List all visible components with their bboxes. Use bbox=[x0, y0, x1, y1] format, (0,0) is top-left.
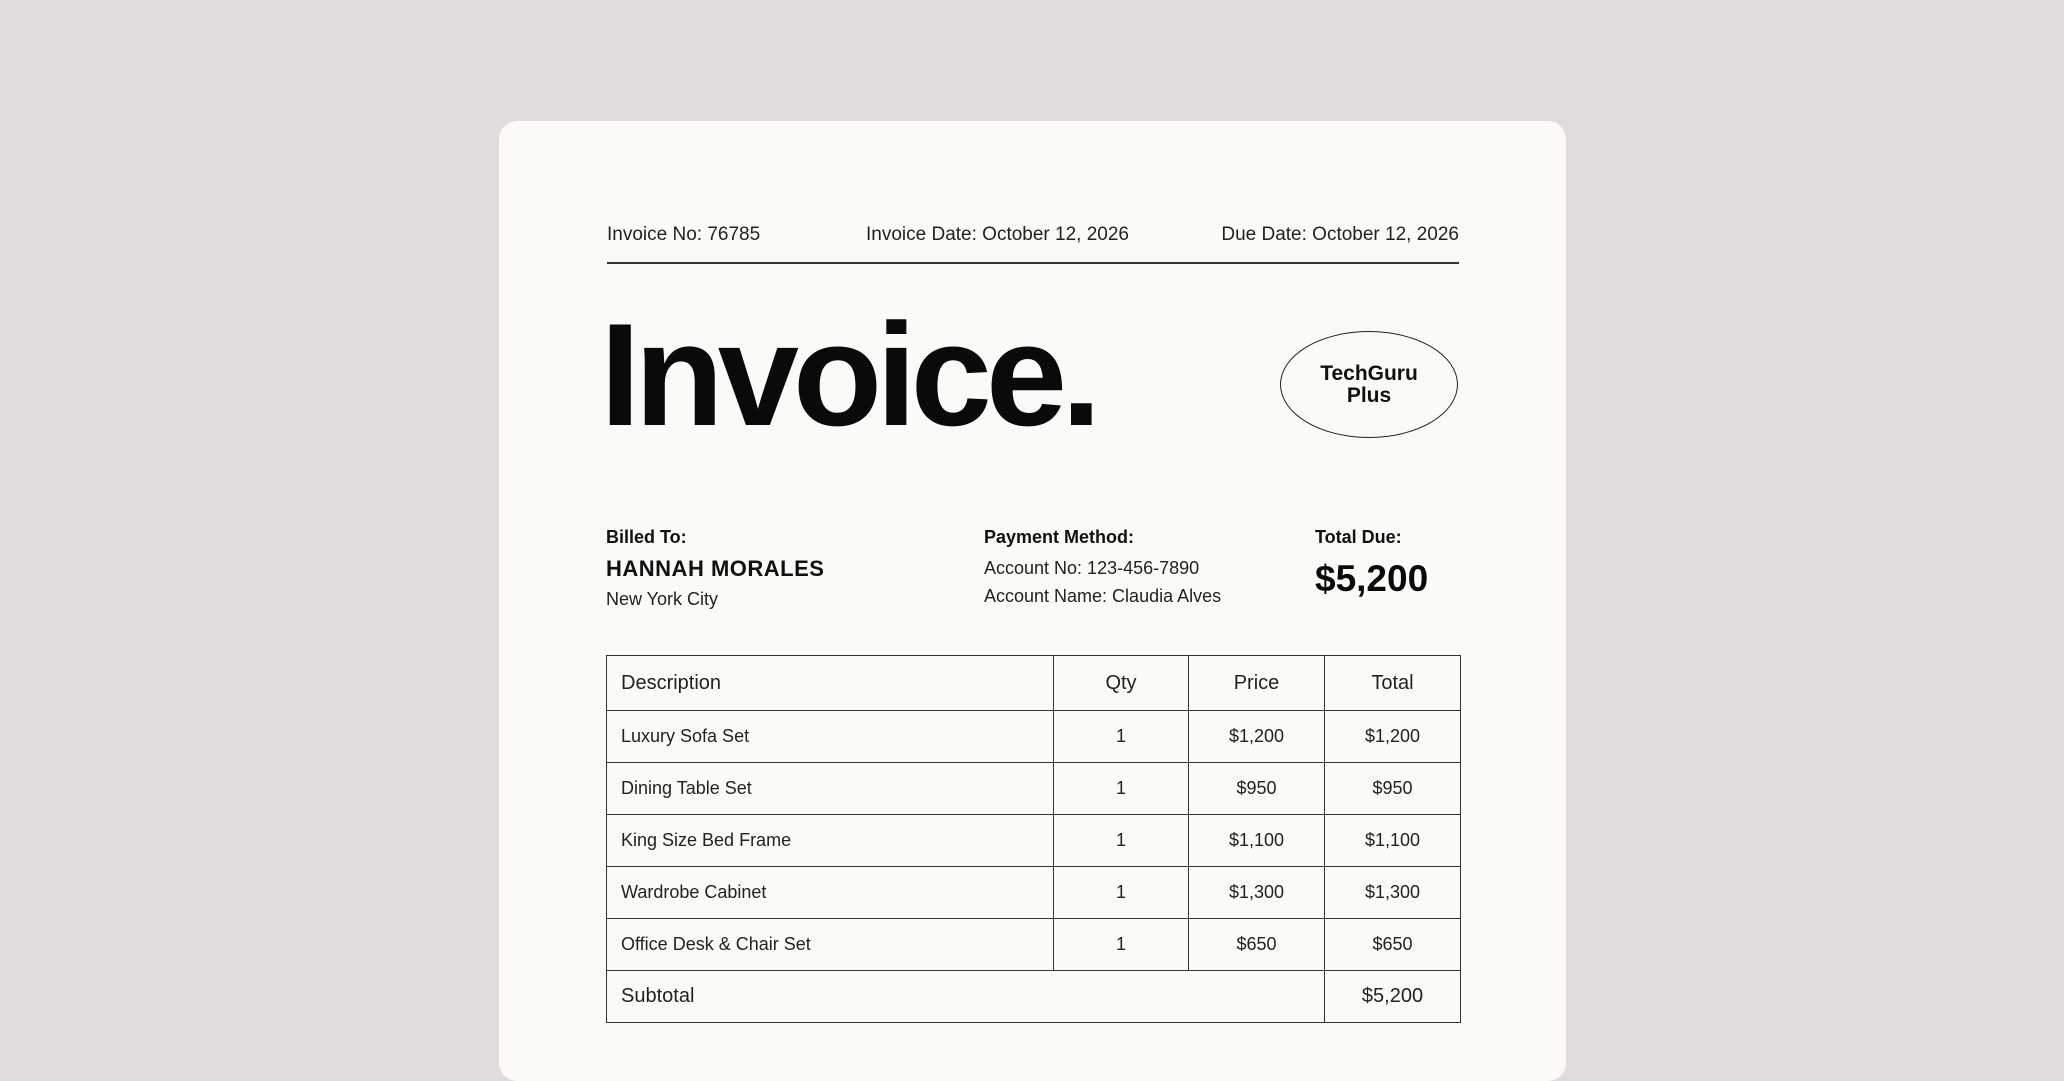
item-qty: 1 bbox=[1054, 711, 1189, 763]
billed-to-name: HANNAH MORALES bbox=[606, 556, 825, 581]
item-price: $950 bbox=[1189, 763, 1325, 815]
billed-to-city: New York City bbox=[606, 589, 719, 609]
subtotal-row bbox=[607, 971, 1461, 1023]
column-header-price: Price bbox=[1189, 656, 1325, 711]
account-number: Account No: 123-456-7890 bbox=[984, 558, 1200, 578]
table-row bbox=[607, 867, 1461, 919]
item-qty: 1 bbox=[1054, 919, 1189, 971]
item-qty: 1 bbox=[1054, 763, 1189, 815]
item-total: $950 bbox=[1325, 763, 1461, 815]
column-header-description: Description bbox=[607, 656, 1054, 711]
item-qty: 1 bbox=[1054, 815, 1189, 867]
billed-to-label: Billed To: bbox=[606, 527, 687, 547]
table-row bbox=[607, 815, 1461, 867]
item-price: $650 bbox=[1189, 919, 1325, 971]
account-name: Account Name: Claudia Alves bbox=[984, 586, 1222, 606]
item-total: $1,300 bbox=[1325, 867, 1461, 919]
invoice-meta-row bbox=[607, 224, 1459, 254]
logo-line-2: Plus bbox=[1346, 383, 1392, 407]
item-price: $1,100 bbox=[1189, 815, 1325, 867]
company-logo bbox=[1280, 331, 1458, 438]
page-title: Invoice. bbox=[600, 293, 1096, 456]
logo-line-1: TechGuru bbox=[1320, 361, 1418, 385]
column-header-qty: Qty bbox=[1054, 656, 1189, 711]
subtotal-value: $5,200 bbox=[1325, 971, 1461, 1023]
total-due-amount: $5,200 bbox=[1315, 558, 1429, 599]
item-description: King Size Bed Frame bbox=[607, 815, 1054, 867]
item-total: $1,100 bbox=[1325, 815, 1461, 867]
invoice-date: Invoice Date: October 12, 2026 bbox=[866, 224, 1129, 245]
table-row bbox=[607, 763, 1461, 815]
item-total: $1,200 bbox=[1325, 711, 1461, 763]
header-divider bbox=[607, 262, 1459, 264]
item-description: Luxury Sofa Set bbox=[607, 711, 1054, 763]
table-row bbox=[607, 711, 1461, 763]
due-date: Due Date: October 12, 2026 bbox=[1221, 224, 1459, 245]
item-description: Dining Table Set bbox=[607, 763, 1054, 815]
item-price: $1,200 bbox=[1189, 711, 1325, 763]
item-description: Wardrobe Cabinet bbox=[607, 867, 1054, 919]
item-qty: 1 bbox=[1054, 867, 1189, 919]
table-header-row bbox=[607, 656, 1461, 711]
item-description: Office Desk & Chair Set bbox=[607, 919, 1054, 971]
subtotal-label: Subtotal bbox=[607, 971, 1325, 1023]
line-items-table bbox=[606, 655, 1461, 1023]
column-header-total: Total bbox=[1325, 656, 1461, 711]
total-due-label: Total Due: bbox=[1315, 527, 1402, 547]
item-price: $1,300 bbox=[1189, 867, 1325, 919]
payment-method-label: Payment Method: bbox=[984, 527, 1135, 547]
invoice-number: Invoice No: 76785 bbox=[607, 224, 761, 245]
item-total: $650 bbox=[1325, 919, 1461, 971]
table-row bbox=[607, 919, 1461, 971]
